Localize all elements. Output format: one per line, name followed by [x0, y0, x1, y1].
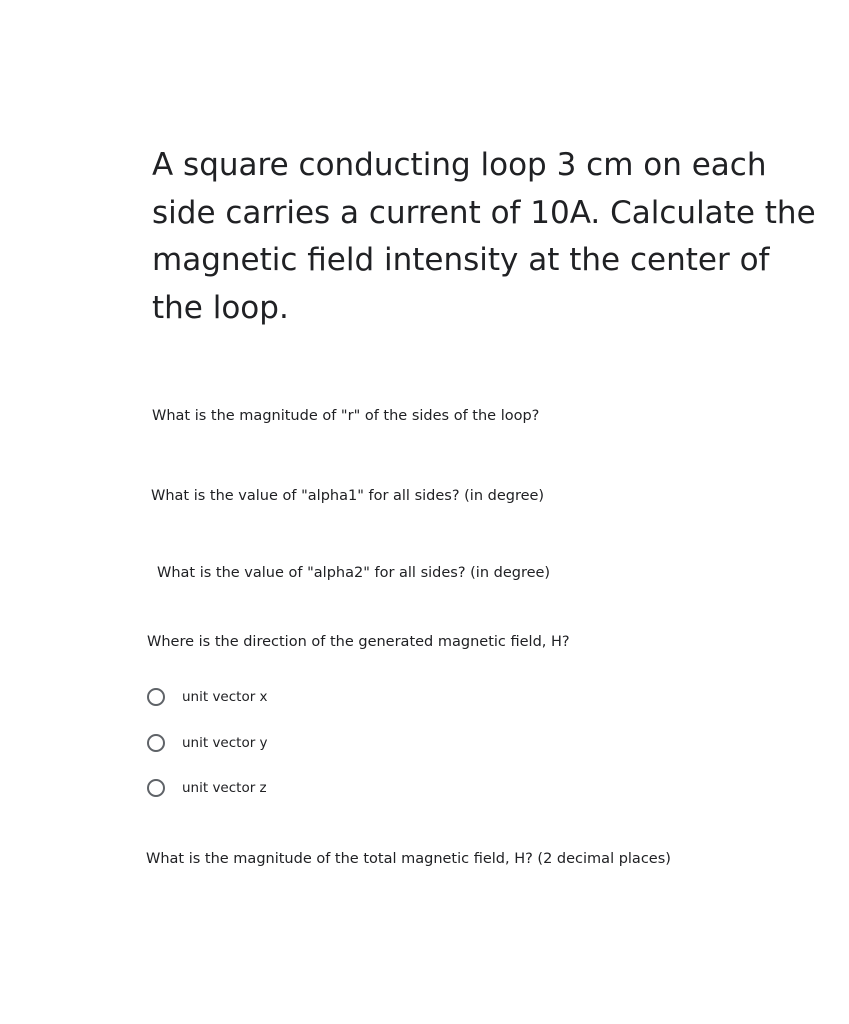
- option-unit-vector-z[interactable]: [147, 776, 267, 800]
- option-unit-vector-y[interactable]: [147, 731, 268, 755]
- question-total-field-magnitude: What is the magnitude of the total magnetic field, H? (2 decimal places): [146, 851, 671, 867]
- question-alpha1: What is the value of "alpha1" for all sides? (in degree): [151, 488, 545, 504]
- option-unit-vector-x[interactable]: [147, 685, 268, 709]
- radio-button-icon[interactable]: [147, 734, 165, 752]
- radio-button-icon[interactable]: [147, 779, 165, 797]
- radio-button-icon[interactable]: [147, 688, 165, 706]
- option-label: unit vector y: [182, 735, 268, 751]
- question-r-magnitude: What is the magnitude of "r" of the sides of the loop?: [152, 408, 540, 424]
- question-title: A square conducting loop 3 cm on each side carries a current of 10A. Calculate the magnetic field intensity at the center of the loop.: [152, 147, 816, 326]
- question-field-direction: Where is the direction of the generated magnetic field, H?: [147, 634, 570, 650]
- question-alpha2: What is the value of "alpha2" for all sides? (in degree): [157, 565, 551, 581]
- option-label: unit vector x: [182, 689, 268, 705]
- option-label: unit vector z: [182, 780, 267, 796]
